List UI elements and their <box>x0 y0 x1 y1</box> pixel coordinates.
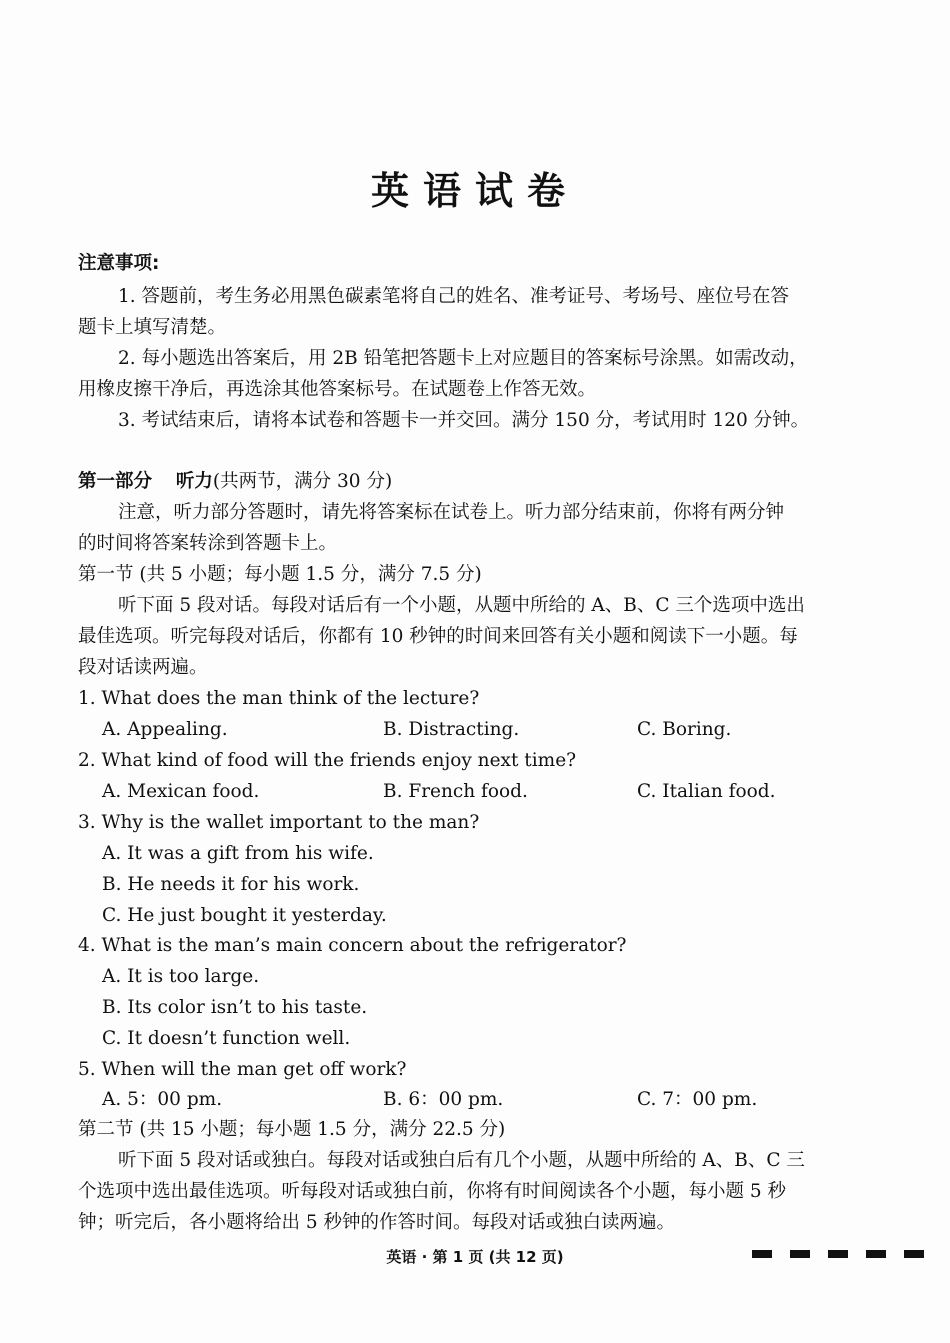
section1-instructions-cont2: 段对话读两遍。 <box>78 657 208 678</box>
alignment-marks <box>752 1250 924 1258</box>
part1-name: 听力 <box>175 471 213 492</box>
note-2-cont: 用橡皮擦干净后，再选涂其他答案标号。在试题卷上作答无效。 <box>78 379 597 400</box>
q1-option-c: C. Boring. <box>637 719 732 740</box>
q3-option-c: C. He just bought it yesterday. <box>102 905 387 926</box>
section2-instructions-cont: 个选项中选出最佳选项。听每段对话或独白前，你将有时间阅读各个小题，每小题 5 秒 <box>78 1181 787 1202</box>
page-title: 英语试卷 <box>370 169 579 213</box>
q4-option-c: C. It doesn’t function well. <box>102 1028 351 1049</box>
question-4: 4. What is the man’s main concern about the refrigerator? <box>78 935 627 956</box>
q5-option-c: C. 7：00 pm. <box>637 1089 758 1110</box>
alignment-mark <box>866 1250 886 1258</box>
question-5: 5. When will the man get off work? <box>78 1059 407 1080</box>
q2-option-b: B. French food. <box>383 781 528 802</box>
q2-option-a: A. Mexican food. <box>102 781 260 802</box>
question-1: 1. What does the man think of the lecture? <box>78 688 480 709</box>
question-3: 3. Why is the wallet important to the man? <box>78 812 480 833</box>
section2-instructions: 听下面 5 段对话或独白。每段对话或独白后有几个小题，从题中所给的 A、B、C 三 <box>118 1150 805 1171</box>
q1-option-b: B. Distracting. <box>383 719 520 740</box>
section2-header: 第二节 (共 15 小题；每小题 1.5 分，满分 22.5 分) <box>78 1119 506 1140</box>
note-1-cont: 题卡上填写清楚。 <box>78 317 227 338</box>
alignment-mark <box>828 1250 848 1258</box>
q3-option-a: A. It was a gift from his wife. <box>102 843 374 864</box>
notes-heading: 注意事项: <box>78 253 160 274</box>
q1-option-a: A. Appealing. <box>102 719 228 740</box>
part1-score: (共两节，满分 30 分) <box>212 471 393 492</box>
section1-header: 第一节 (共 5 小题；每小题 1.5 分，满分 7.5 分) <box>78 564 482 585</box>
q2-option-c: C. Italian food. <box>637 781 776 802</box>
q4-option-b: B. Its color isn’t to his taste. <box>102 997 368 1018</box>
part1-note-cont: 的时间将答案转涂到答题卡上。 <box>78 533 338 554</box>
note-3: 3. 考试结束后，请将本试卷和答题卡一并交回。满分 150 分，考试用时 120 分钟。 <box>118 410 810 431</box>
note-1: 1. 答题前，考生务必用黑色碳素笔将自己的姓名、准考证号、考场号、座位号在答 <box>118 286 790 307</box>
part1-header <box>78 470 392 494</box>
section2-instructions-cont2: 钟；听完后，各小题将给出 5 秒钟的作答时间。每段对话或独白读两遍。 <box>78 1212 676 1233</box>
alignment-mark <box>790 1250 810 1258</box>
q5-option-a: A. 5：00 pm. <box>102 1089 223 1110</box>
q3-option-b: B. He needs it for his work. <box>102 874 360 895</box>
note-2: 2. 每小题选出答案后，用 2B 铅笔把答题卡上对应题目的答案标号涂黑。如需改动， <box>118 348 808 369</box>
alignment-mark <box>752 1250 772 1258</box>
section1-instructions-cont: 最佳选项。听完每段对话后，你都有 10 秒钟的时间来回答有关小题和阅读下一小题。每 <box>78 626 798 647</box>
part1-label: 第一部分 <box>78 471 153 492</box>
question-2: 2. What kind of food will the friends enjoy next time? <box>78 750 577 771</box>
alignment-mark <box>904 1250 924 1258</box>
page-footer: 英语 · 第 1 页 (共 12 页) <box>386 1248 564 1266</box>
section1-instructions: 听下面 5 段对话。每段对话后有一个小题，从题中所给的 A、B、C 三个选项中选出 <box>118 595 805 616</box>
q4-option-a: A. It is too large. <box>102 966 260 987</box>
part1-note: 注意，听力部分答题时，请先将答案标在试卷上。听力部分结束前，你将有两分钟 <box>118 502 785 523</box>
q5-option-b: B. 6：00 pm. <box>383 1089 504 1110</box>
